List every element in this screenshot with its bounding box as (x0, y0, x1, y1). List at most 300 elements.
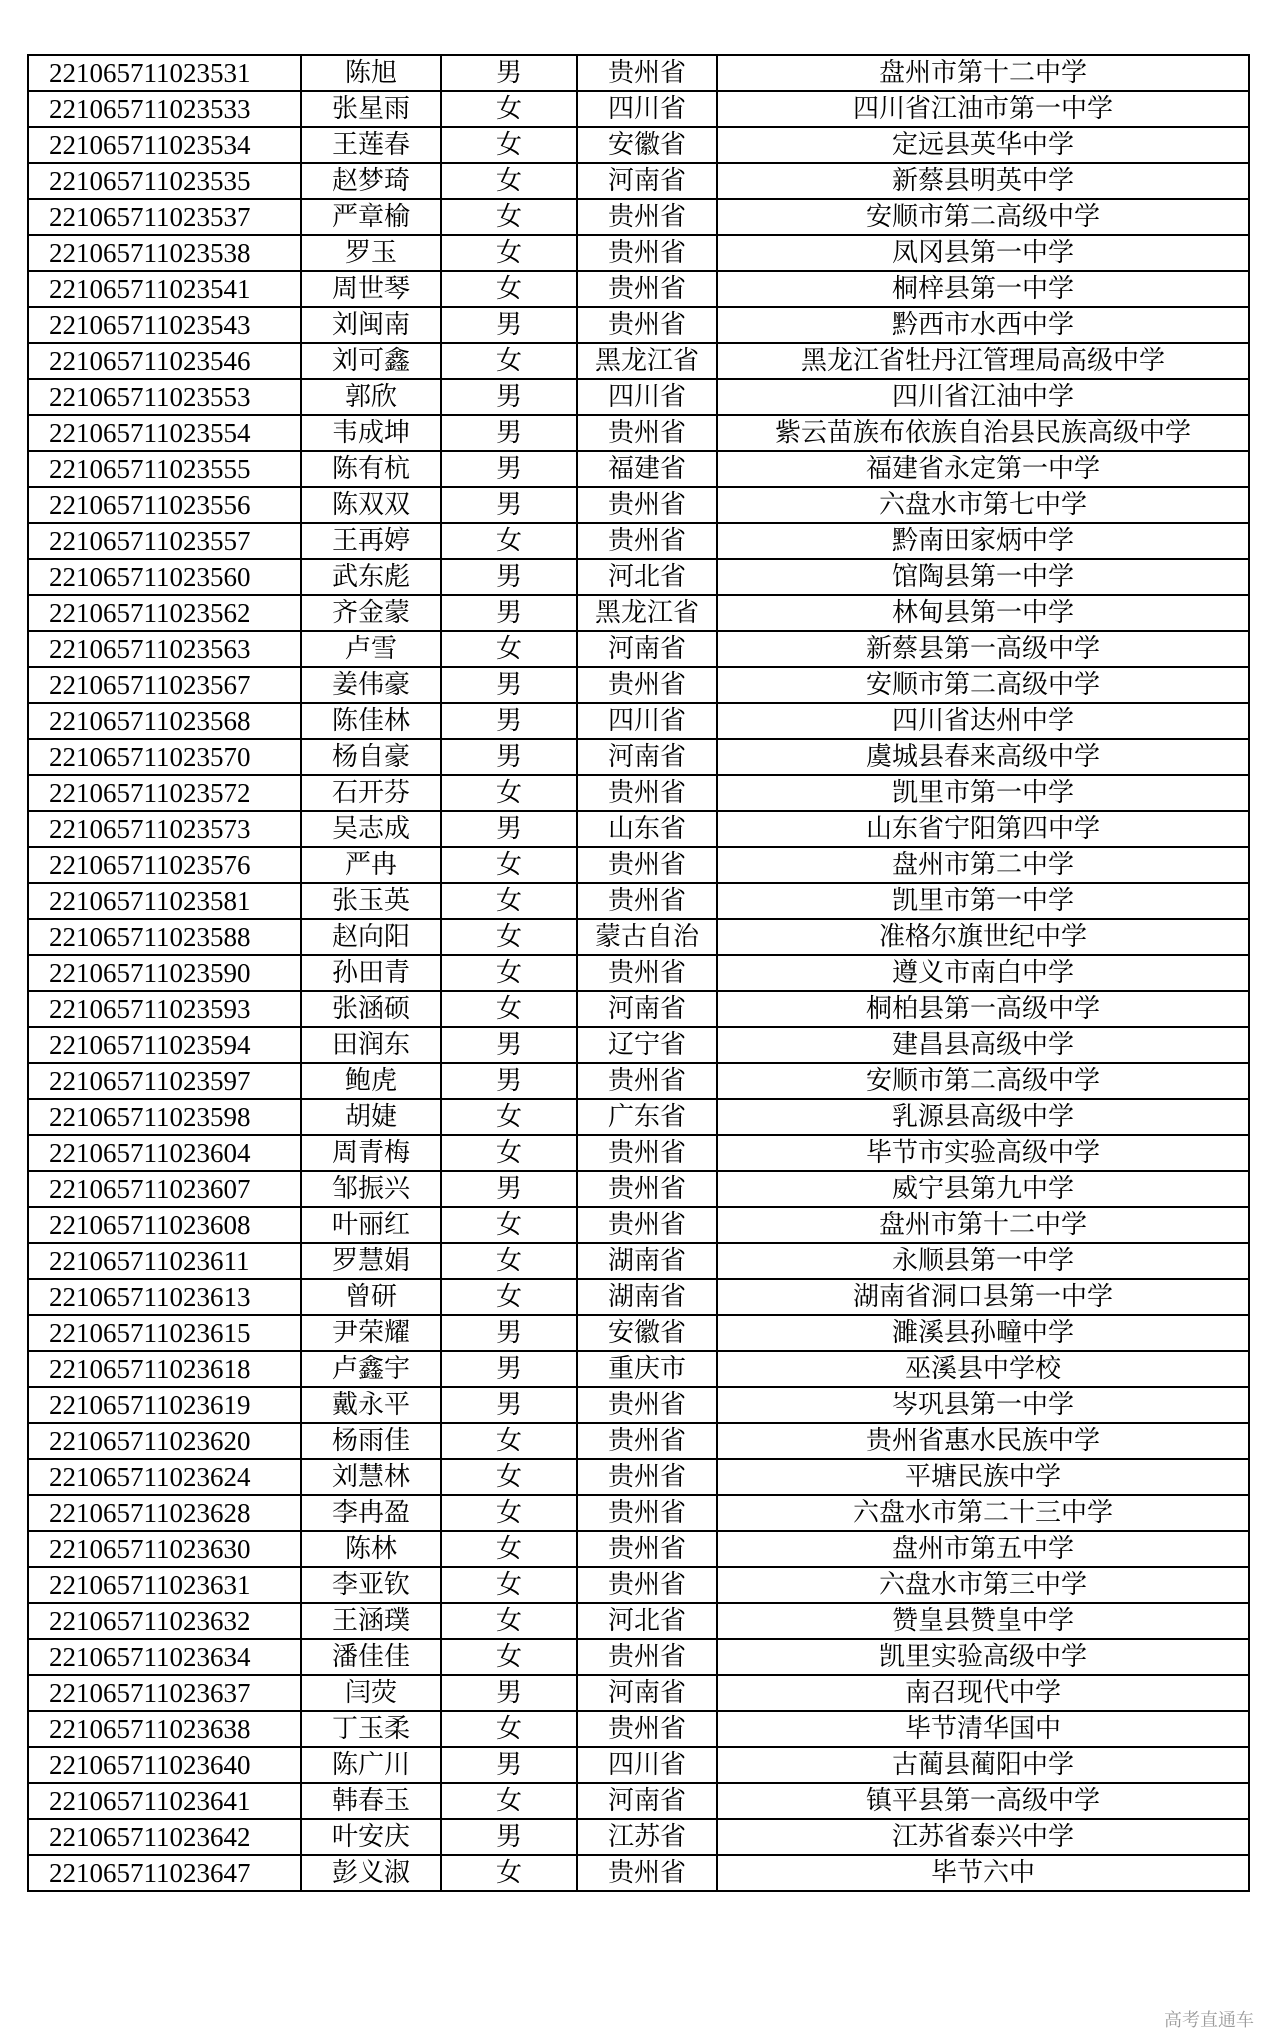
id-cell: 221065711023588 (28, 919, 301, 955)
province-cell: 贵州省 (577, 55, 717, 91)
id-cell: 221065711023637 (28, 1675, 301, 1711)
gender-cell: 男 (441, 1387, 577, 1423)
school-cell: 黔西市水西中学 (717, 307, 1249, 343)
province-cell: 河北省 (577, 1603, 717, 1639)
school-cell: 建昌县高级中学 (717, 1027, 1249, 1063)
name-cell: 石开芬 (301, 775, 441, 811)
table-row (28, 235, 1249, 271)
name-cell: 张玉英 (301, 883, 441, 919)
name-cell: 闫荧 (301, 1675, 441, 1711)
id-cell: 221065711023554 (28, 415, 301, 451)
school-cell: 新蔡县明英中学 (717, 163, 1249, 199)
table-row (28, 1423, 1249, 1459)
school-cell: 巫溪县中学校 (717, 1351, 1249, 1387)
student-list-table (27, 54, 1250, 1892)
table-row (28, 1027, 1249, 1063)
table-row (28, 199, 1249, 235)
province-cell: 黑龙江省 (577, 343, 717, 379)
table-row (28, 919, 1249, 955)
id-cell: 221065711023618 (28, 1351, 301, 1387)
province-cell: 河南省 (577, 739, 717, 775)
table-row (28, 1747, 1249, 1783)
gender-cell: 男 (441, 55, 577, 91)
table-row (28, 1711, 1249, 1747)
id-cell: 221065711023538 (28, 235, 301, 271)
province-cell: 贵州省 (577, 1567, 717, 1603)
province-cell: 江苏省 (577, 1819, 717, 1855)
table-row (28, 1495, 1249, 1531)
id-cell: 221065711023597 (28, 1063, 301, 1099)
school-cell: 贵州省惠水民族中学 (717, 1423, 1249, 1459)
province-cell: 贵州省 (577, 1531, 717, 1567)
name-cell: 赵向阳 (301, 919, 441, 955)
id-cell: 221065711023607 (28, 1171, 301, 1207)
school-cell: 盘州市第五中学 (717, 1531, 1249, 1567)
table-row (28, 1675, 1249, 1711)
table-row (28, 127, 1249, 163)
name-cell: 严章榆 (301, 199, 441, 235)
name-cell: 武东彪 (301, 559, 441, 595)
name-cell: 韦成坤 (301, 415, 441, 451)
id-cell: 221065711023647 (28, 1855, 301, 1891)
province-cell: 贵州省 (577, 1639, 717, 1675)
name-cell: 陈旭 (301, 55, 441, 91)
province-cell: 四川省 (577, 91, 717, 127)
gender-cell: 女 (441, 1711, 577, 1747)
gender-cell: 女 (441, 1783, 577, 1819)
gender-cell: 男 (441, 415, 577, 451)
school-cell: 紫云苗族布依族自治县民族高级中学 (717, 415, 1249, 451)
province-cell: 贵州省 (577, 667, 717, 703)
name-cell: 李冉盈 (301, 1495, 441, 1531)
gender-cell: 女 (441, 1639, 577, 1675)
gender-cell: 女 (441, 919, 577, 955)
table-row (28, 955, 1249, 991)
gender-cell: 女 (441, 199, 577, 235)
gender-cell: 女 (441, 163, 577, 199)
gender-cell: 男 (441, 559, 577, 595)
id-cell: 221065711023546 (28, 343, 301, 379)
gender-cell: 男 (441, 1675, 577, 1711)
province-cell: 贵州省 (577, 775, 717, 811)
gender-cell: 女 (441, 883, 577, 919)
name-cell: 周青梅 (301, 1135, 441, 1171)
gender-cell: 男 (441, 1819, 577, 1855)
name-cell: 李亚钦 (301, 1567, 441, 1603)
name-cell: 王再婷 (301, 523, 441, 559)
id-cell: 221065711023598 (28, 1099, 301, 1135)
province-cell: 安徽省 (577, 1315, 717, 1351)
id-cell: 221065711023632 (28, 1603, 301, 1639)
gender-cell: 男 (441, 1063, 577, 1099)
school-cell: 四川省达州中学 (717, 703, 1249, 739)
province-cell: 贵州省 (577, 1423, 717, 1459)
school-cell: 六盘水市第二十三中学 (717, 1495, 1249, 1531)
id-cell: 221065711023570 (28, 739, 301, 775)
school-cell: 安顺市第二高级中学 (717, 199, 1249, 235)
gender-cell: 女 (441, 91, 577, 127)
province-cell: 辽宁省 (577, 1027, 717, 1063)
province-cell: 黑龙江省 (577, 595, 717, 631)
gender-cell: 女 (441, 1495, 577, 1531)
name-cell: 卢鑫宇 (301, 1351, 441, 1387)
name-cell: 杨自豪 (301, 739, 441, 775)
name-cell: 戴永平 (301, 1387, 441, 1423)
province-cell: 贵州省 (577, 1711, 717, 1747)
name-cell: 叶丽红 (301, 1207, 441, 1243)
gender-cell: 女 (441, 1531, 577, 1567)
province-cell: 贵州省 (577, 523, 717, 559)
province-cell: 福建省 (577, 451, 717, 487)
gender-cell: 女 (441, 343, 577, 379)
id-cell: 221065711023640 (28, 1747, 301, 1783)
table-row (28, 703, 1249, 739)
name-cell: 陈佳林 (301, 703, 441, 739)
id-cell: 221065711023537 (28, 199, 301, 235)
table-row (28, 1063, 1249, 1099)
school-cell: 准格尔旗世纪中学 (717, 919, 1249, 955)
school-cell: 福建省永定第一中学 (717, 451, 1249, 487)
school-cell: 桐梓县第一中学 (717, 271, 1249, 307)
school-cell: 毕节六中 (717, 1855, 1249, 1891)
id-cell: 221065711023535 (28, 163, 301, 199)
school-cell: 凯里市第一中学 (717, 775, 1249, 811)
id-cell: 221065711023562 (28, 595, 301, 631)
id-cell: 221065711023560 (28, 559, 301, 595)
school-cell: 定远县英华中学 (717, 127, 1249, 163)
school-cell: 濉溪县孙疃中学 (717, 1315, 1249, 1351)
province-cell: 四川省 (577, 379, 717, 415)
id-cell: 221065711023555 (28, 451, 301, 487)
table-row (28, 847, 1249, 883)
name-cell: 陈有杭 (301, 451, 441, 487)
gender-cell: 男 (441, 1171, 577, 1207)
id-cell: 221065711023608 (28, 1207, 301, 1243)
gender-cell: 女 (441, 1603, 577, 1639)
gender-cell: 男 (441, 1351, 577, 1387)
school-cell: 乳源县高级中学 (717, 1099, 1249, 1135)
province-cell: 湖南省 (577, 1279, 717, 1315)
province-cell: 四川省 (577, 703, 717, 739)
id-cell: 221065711023563 (28, 631, 301, 667)
gender-cell: 女 (441, 1099, 577, 1135)
id-cell: 221065711023630 (28, 1531, 301, 1567)
name-cell: 韩春玉 (301, 1783, 441, 1819)
province-cell: 贵州省 (577, 1063, 717, 1099)
table-row (28, 1351, 1249, 1387)
name-cell: 丁玉柔 (301, 1711, 441, 1747)
school-cell: 盘州市第十二中学 (717, 1207, 1249, 1243)
table-row (28, 271, 1249, 307)
table-row (28, 739, 1249, 775)
province-cell: 安徽省 (577, 127, 717, 163)
name-cell: 齐金蒙 (301, 595, 441, 631)
table-row (28, 667, 1249, 703)
province-cell: 贵州省 (577, 1207, 717, 1243)
gender-cell: 男 (441, 451, 577, 487)
id-cell: 221065711023641 (28, 1783, 301, 1819)
school-cell: 六盘水市第七中学 (717, 487, 1249, 523)
province-cell: 贵州省 (577, 1135, 717, 1171)
table-row (28, 595, 1249, 631)
name-cell: 卢雪 (301, 631, 441, 667)
province-cell: 蒙古自治 (577, 919, 717, 955)
id-cell: 221065711023631 (28, 1567, 301, 1603)
table-body (28, 55, 1249, 1891)
name-cell: 陈双双 (301, 487, 441, 523)
province-cell: 贵州省 (577, 235, 717, 271)
name-cell: 胡婕 (301, 1099, 441, 1135)
name-cell: 潘佳佳 (301, 1639, 441, 1675)
id-cell: 221065711023613 (28, 1279, 301, 1315)
province-cell: 山东省 (577, 811, 717, 847)
name-cell: 姜伟豪 (301, 667, 441, 703)
table-row (28, 307, 1249, 343)
table-row (28, 1459, 1249, 1495)
province-cell: 贵州省 (577, 1855, 717, 1891)
gender-cell: 男 (441, 1027, 577, 1063)
school-cell: 遵义市南白中学 (717, 955, 1249, 991)
province-cell: 河南省 (577, 1783, 717, 1819)
province-cell: 四川省 (577, 1747, 717, 1783)
school-cell: 虞城县春来高级中学 (717, 739, 1249, 775)
province-cell: 河北省 (577, 559, 717, 595)
gender-cell: 女 (441, 1243, 577, 1279)
name-cell: 田润东 (301, 1027, 441, 1063)
name-cell: 吴志成 (301, 811, 441, 847)
gender-cell: 男 (441, 595, 577, 631)
gender-cell: 女 (441, 271, 577, 307)
school-cell: 古蔺县蔺阳中学 (717, 1747, 1249, 1783)
table-row (28, 1315, 1249, 1351)
province-cell: 贵州省 (577, 271, 717, 307)
id-cell: 221065711023634 (28, 1639, 301, 1675)
name-cell: 鲍虎 (301, 1063, 441, 1099)
name-cell: 邹振兴 (301, 1171, 441, 1207)
id-cell: 221065711023557 (28, 523, 301, 559)
id-cell: 221065711023572 (28, 775, 301, 811)
id-cell: 221065711023619 (28, 1387, 301, 1423)
table-row (28, 523, 1249, 559)
name-cell: 赵梦琦 (301, 163, 441, 199)
school-cell: 湖南省洞口县第一中学 (717, 1279, 1249, 1315)
name-cell: 孙田青 (301, 955, 441, 991)
id-cell: 221065711023638 (28, 1711, 301, 1747)
name-cell: 刘闽南 (301, 307, 441, 343)
name-cell: 严冉 (301, 847, 441, 883)
id-cell: 221065711023642 (28, 1819, 301, 1855)
gender-cell: 男 (441, 1747, 577, 1783)
name-cell: 张涵硕 (301, 991, 441, 1027)
table-row (28, 1279, 1249, 1315)
table-row (28, 1819, 1249, 1855)
table-row (28, 559, 1249, 595)
province-cell: 贵州省 (577, 199, 717, 235)
name-cell: 张星雨 (301, 91, 441, 127)
province-cell: 河南省 (577, 631, 717, 667)
gender-cell: 女 (441, 127, 577, 163)
id-cell: 221065711023556 (28, 487, 301, 523)
school-cell: 赞皇县赞皇中学 (717, 1603, 1249, 1639)
gender-cell: 男 (441, 1315, 577, 1351)
school-cell: 岑巩县第一中学 (717, 1387, 1249, 1423)
id-cell: 221065711023567 (28, 667, 301, 703)
school-cell: 凯里市第一中学 (717, 883, 1249, 919)
name-cell: 郭欣 (301, 379, 441, 415)
table-row (28, 1603, 1249, 1639)
gender-cell: 女 (441, 955, 577, 991)
name-cell: 彭义淑 (301, 1855, 441, 1891)
table-row (28, 1387, 1249, 1423)
province-cell: 贵州省 (577, 307, 717, 343)
table-row (28, 1531, 1249, 1567)
name-cell: 尹荣耀 (301, 1315, 441, 1351)
id-cell: 221065711023590 (28, 955, 301, 991)
school-cell: 镇平县第一高级中学 (717, 1783, 1249, 1819)
school-cell: 四川省江油中学 (717, 379, 1249, 415)
table-row (28, 1639, 1249, 1675)
school-cell: 凤冈县第一中学 (717, 235, 1249, 271)
gender-cell: 女 (441, 631, 577, 667)
gender-cell: 女 (441, 235, 577, 271)
id-cell: 221065711023581 (28, 883, 301, 919)
province-cell: 贵州省 (577, 847, 717, 883)
table-row (28, 1855, 1249, 1891)
name-cell: 陈广川 (301, 1747, 441, 1783)
table-row (28, 163, 1249, 199)
school-cell: 安顺市第二高级中学 (717, 667, 1249, 703)
id-cell: 221065711023624 (28, 1459, 301, 1495)
id-cell: 221065711023615 (28, 1315, 301, 1351)
name-cell: 周世琴 (301, 271, 441, 307)
table-row (28, 487, 1249, 523)
school-cell: 六盘水市第三中学 (717, 1567, 1249, 1603)
name-cell: 曾研 (301, 1279, 441, 1315)
gender-cell: 女 (441, 1135, 577, 1171)
province-cell: 河南省 (577, 1675, 717, 1711)
gender-cell: 女 (441, 1279, 577, 1315)
id-cell: 221065711023593 (28, 991, 301, 1027)
name-cell: 刘慧林 (301, 1459, 441, 1495)
table-row (28, 1243, 1249, 1279)
table-row (28, 631, 1249, 667)
id-cell: 221065711023573 (28, 811, 301, 847)
gender-cell: 女 (441, 1207, 577, 1243)
school-cell: 黔南田家炳中学 (717, 523, 1249, 559)
name-cell: 叶安庆 (301, 1819, 441, 1855)
id-cell: 221065711023534 (28, 127, 301, 163)
province-cell: 湖南省 (577, 1243, 717, 1279)
name-cell: 罗玉 (301, 235, 441, 271)
table-row (28, 343, 1249, 379)
table-row (28, 451, 1249, 487)
gender-cell: 男 (441, 307, 577, 343)
province-cell: 贵州省 (577, 1495, 717, 1531)
school-cell: 馆陶县第一中学 (717, 559, 1249, 595)
table-row (28, 1783, 1249, 1819)
name-cell: 罗慧娟 (301, 1243, 441, 1279)
province-cell: 河南省 (577, 163, 717, 199)
school-cell: 桐柏县第一高级中学 (717, 991, 1249, 1027)
gender-cell: 男 (441, 703, 577, 739)
school-cell: 林甸县第一中学 (717, 595, 1249, 631)
name-cell: 刘可鑫 (301, 343, 441, 379)
id-cell: 221065711023541 (28, 271, 301, 307)
gender-cell: 男 (441, 667, 577, 703)
school-cell: 毕节市实验高级中学 (717, 1135, 1249, 1171)
table-row (28, 415, 1249, 451)
id-cell: 221065711023604 (28, 1135, 301, 1171)
watermark-text: 高考直通车 (1164, 2010, 1254, 2031)
id-cell: 221065711023568 (28, 703, 301, 739)
id-cell: 221065711023553 (28, 379, 301, 415)
gender-cell: 男 (441, 487, 577, 523)
table-row (28, 1171, 1249, 1207)
school-cell: 山东省宁阳第四中学 (717, 811, 1249, 847)
table-row (28, 1135, 1249, 1171)
school-cell: 凯里实验高级中学 (717, 1639, 1249, 1675)
gender-cell: 男 (441, 739, 577, 775)
gender-cell: 男 (441, 811, 577, 847)
gender-cell: 女 (441, 1459, 577, 1495)
id-cell: 221065711023594 (28, 1027, 301, 1063)
id-cell: 221065711023628 (28, 1495, 301, 1531)
table-row (28, 775, 1249, 811)
province-cell: 广东省 (577, 1099, 717, 1135)
school-cell: 毕节清华国中 (717, 1711, 1249, 1747)
table-row (28, 1207, 1249, 1243)
school-cell: 盘州市第十二中学 (717, 55, 1249, 91)
school-cell: 威宁县第九中学 (717, 1171, 1249, 1207)
table-row (28, 91, 1249, 127)
province-cell: 贵州省 (577, 415, 717, 451)
school-cell: 盘州市第二中学 (717, 847, 1249, 883)
school-cell: 永顺县第一中学 (717, 1243, 1249, 1279)
province-cell: 重庆市 (577, 1351, 717, 1387)
id-cell: 221065711023543 (28, 307, 301, 343)
province-cell: 贵州省 (577, 883, 717, 919)
school-cell: 南召现代中学 (717, 1675, 1249, 1711)
id-cell: 221065711023611 (28, 1243, 301, 1279)
gender-cell: 女 (441, 1567, 577, 1603)
province-cell: 贵州省 (577, 1387, 717, 1423)
table-row (28, 811, 1249, 847)
province-cell: 河南省 (577, 991, 717, 1027)
table-row (28, 1099, 1249, 1135)
school-cell: 平塘民族中学 (717, 1459, 1249, 1495)
school-cell: 四川省江油市第一中学 (717, 91, 1249, 127)
school-cell: 安顺市第二高级中学 (717, 1063, 1249, 1099)
table-row (28, 883, 1249, 919)
province-cell: 贵州省 (577, 1171, 717, 1207)
name-cell: 王涵璞 (301, 1603, 441, 1639)
table-row (28, 991, 1249, 1027)
id-cell: 221065711023533 (28, 91, 301, 127)
id-cell: 221065711023620 (28, 1423, 301, 1459)
gender-cell: 女 (441, 847, 577, 883)
province-cell: 贵州省 (577, 955, 717, 991)
province-cell: 贵州省 (577, 487, 717, 523)
name-cell: 杨雨佳 (301, 1423, 441, 1459)
gender-cell: 女 (441, 991, 577, 1027)
gender-cell: 女 (441, 523, 577, 559)
name-cell: 陈林 (301, 1531, 441, 1567)
gender-cell: 女 (441, 775, 577, 811)
school-cell: 新蔡县第一高级中学 (717, 631, 1249, 667)
table-row (28, 379, 1249, 415)
name-cell: 王莲春 (301, 127, 441, 163)
id-cell: 221065711023576 (28, 847, 301, 883)
